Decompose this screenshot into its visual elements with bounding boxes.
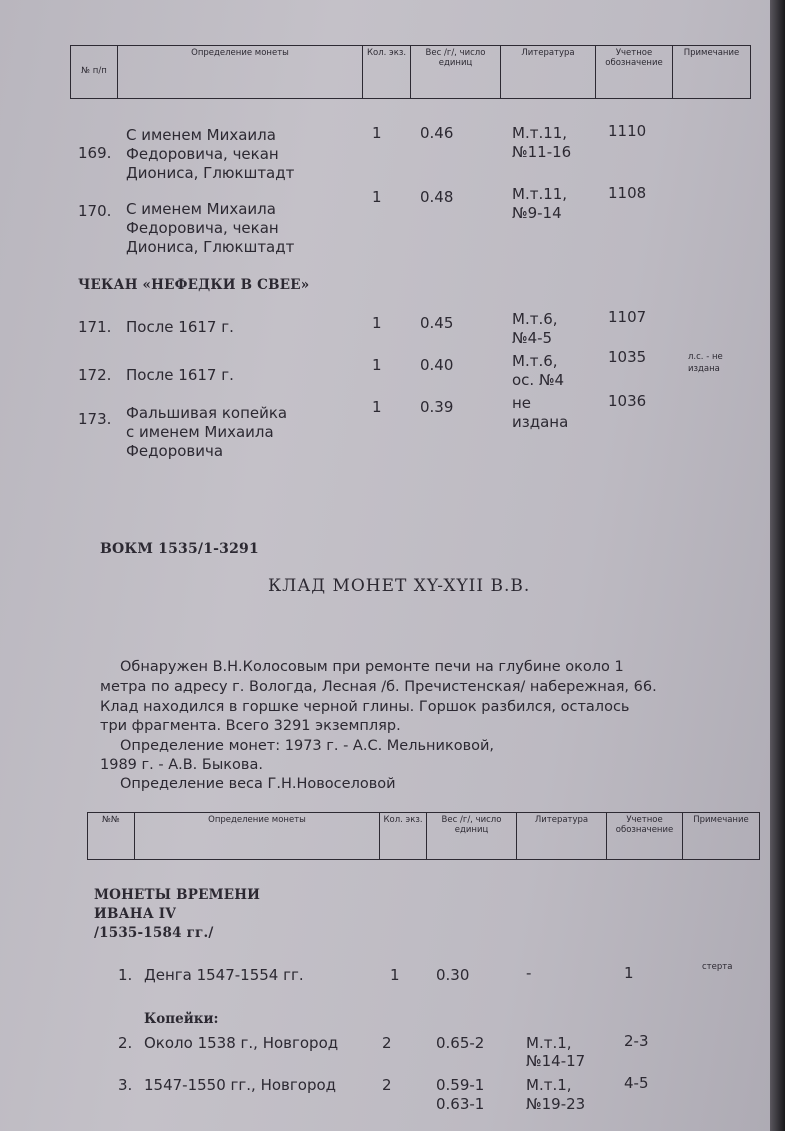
ivan-row-3-qty: 2 <box>382 1076 392 1094</box>
row-169-weight: 0.46 <box>420 124 454 142</box>
ivan-row-3-lit-2: №19-23 <box>526 1095 586 1113</box>
ivan-row-3-name: 1547-1550 гг., Новгород <box>144 1076 337 1094</box>
ivan-row-1-num: 1. <box>118 966 133 984</box>
table-header-hoard <box>87 812 760 860</box>
row-173-name-3: Федоровича <box>126 442 224 460</box>
ivan-row-1-note: стерта <box>702 962 733 972</box>
table-header-top <box>70 45 751 99</box>
para-line-1: Обнаружен В.Н.Колосовым при ремонте печи на глубине около 1 <box>120 659 624 675</box>
ivan-row-2-qty: 2 <box>382 1034 392 1052</box>
header-account-2: Учетное обозначение <box>607 813 683 860</box>
row-173-weight: 0.39 <box>420 398 454 416</box>
ivan-row-3-weight-1: 0.59-1 <box>436 1076 485 1094</box>
ivan-row-1-acc: 1 <box>624 964 634 982</box>
ivan-row-2-lit-2: №14-17 <box>526 1052 586 1070</box>
header-num: № п/п <box>71 46 118 99</box>
row-173-qty: 1 <box>372 398 382 416</box>
header-note-2: Примечание <box>683 813 760 860</box>
row-173-num: 173. <box>78 410 112 428</box>
header-qty-2: Кол. экз. <box>380 813 427 860</box>
header-account: Учетное обозначение <box>596 46 673 99</box>
row-171-name-1: После 1617 г. <box>126 318 234 336</box>
row-172-lit-1: М.т.6, <box>512 352 558 370</box>
row-173-acc: 1036 <box>608 392 647 410</box>
row-169-lit-2: №11-16 <box>512 143 572 161</box>
row-172-acc: 1035 <box>608 348 647 366</box>
ivan-row-3-acc: 4-5 <box>624 1074 649 1092</box>
header-num-2: №№ <box>88 813 135 860</box>
para-line-4: три фрагмента. Всего 3291 экземпляр. <box>100 718 401 734</box>
row-170-name-3: Диониса, Глюкштадт <box>126 238 295 256</box>
ivan-row-2-acc: 2-3 <box>624 1032 649 1050</box>
ivan-row-1-lit: - <box>526 964 532 982</box>
section-ivan-3: /1535-1584 гг./ <box>94 925 214 941</box>
row-171-lit-2: №4-5 <box>512 329 553 347</box>
ivan-row-3-weight-2: 0.63-1 <box>436 1095 485 1113</box>
row-170-name-1: С именем Михаила <box>126 200 276 218</box>
row-171-acc: 1107 <box>608 308 647 326</box>
row-169-name-2: Федоровича, чекан <box>126 145 279 163</box>
vokm-number: ВОКМ 1535/1-3291 <box>100 541 259 557</box>
ivan-row-2-weight: 0.65-2 <box>436 1034 485 1052</box>
header-weight: Вес /г/, число единиц <box>411 46 501 99</box>
row-170-weight: 0.48 <box>420 188 454 206</box>
ivan-row-1-name: Денга 1547-1554 гг. <box>144 966 304 984</box>
row-172-note-1: л.с. - не <box>688 352 723 362</box>
header-definition: Определение монеты <box>118 46 363 99</box>
row-172-weight: 0.40 <box>420 356 454 374</box>
header-weight-2: Вес /г/, число единиц <box>427 813 517 860</box>
para-line-2: метра по адресу г. Вологда, Лесная /б. Пречистенская/ набережная, 66. <box>100 679 657 695</box>
para-line-5: Определение монет: 1973 г. - А.С. Мельниковой, <box>120 738 495 754</box>
row-171-num: 171. <box>78 318 112 336</box>
ivan-row-3-lit-1: М.т.1, <box>526 1076 572 1094</box>
row-172-num: 172. <box>78 366 112 384</box>
ivan-row-2-lit-1: М.т.1, <box>526 1034 572 1052</box>
header-literature: Литература <box>501 46 596 99</box>
row-171-lit-1: М.т.6, <box>512 310 558 328</box>
section-ivan-1: МОНЕТЫ ВРЕМЕНИ <box>94 887 261 903</box>
ivan-row-1-qty: 1 <box>390 966 400 984</box>
row-172-qty: 1 <box>372 356 382 374</box>
row-173-name-1: Фальшивая копейка <box>126 404 288 422</box>
row-169-name-1: С именем Михаила <box>126 126 276 144</box>
section-ivan-2: ИВАНА IV <box>94 906 177 922</box>
row-169-name-3: Диониса, Глюкштадт <box>126 164 295 182</box>
row-169-lit-1: М.т.11, <box>512 124 568 142</box>
row-172-note-2: издана <box>688 364 720 374</box>
para-line-6: 1989 г. - А.В. Быкова. <box>100 757 263 773</box>
header-definition-2: Определение монеты <box>135 813 380 860</box>
row-173-lit-1: не <box>512 394 532 412</box>
para-line-7: Определение веса Г.Н.Новоселовой <box>120 776 396 792</box>
row-169-acc: 1110 <box>608 122 647 140</box>
row-171-qty: 1 <box>372 314 382 332</box>
ivan-row-3-num: 3. <box>118 1076 133 1094</box>
kopeiki-label: Копейки: <box>144 1011 219 1027</box>
header-literature-2: Литература <box>517 813 607 860</box>
header-qty: Кол. экз. <box>363 46 411 99</box>
row-170-qty: 1 <box>372 188 382 206</box>
section-nefedki: ЧЕКАН «НЕФЕДКИ В СВЕЕ» <box>78 277 310 293</box>
ivan-row-1-weight: 0.30 <box>436 966 470 984</box>
row-169-qty: 1 <box>372 124 382 142</box>
row-170-num: 170. <box>78 202 112 220</box>
row-170-name-2: Федоровича, чекан <box>126 219 279 237</box>
para-line-3: Клад находился в горшке черной глины. Горшок разбился, осталось <box>100 699 630 715</box>
row-170-lit-2: №9-14 <box>512 204 562 222</box>
ivan-row-2-name: Около 1538 г., Новгород <box>144 1034 339 1052</box>
row-173-lit-2: издана <box>512 413 569 431</box>
ivan-row-2-num: 2. <box>118 1034 133 1052</box>
row-169-num: 169. <box>78 144 112 162</box>
row-170-lit-1: М.т.11, <box>512 185 568 203</box>
header-note: Примечание <box>673 46 751 99</box>
hoard-title: КЛАД МОНЕТ XY-XYII В.В. <box>268 576 531 596</box>
page-edge-shadow <box>770 0 785 1131</box>
row-172-lit-2: ос. №4 <box>512 371 565 389</box>
row-170-acc: 1108 <box>608 184 647 202</box>
row-171-weight: 0.45 <box>420 314 454 332</box>
row-173-name-2: с именем Михаила <box>126 423 274 441</box>
row-172-name-1: После 1617 г. <box>126 366 234 384</box>
